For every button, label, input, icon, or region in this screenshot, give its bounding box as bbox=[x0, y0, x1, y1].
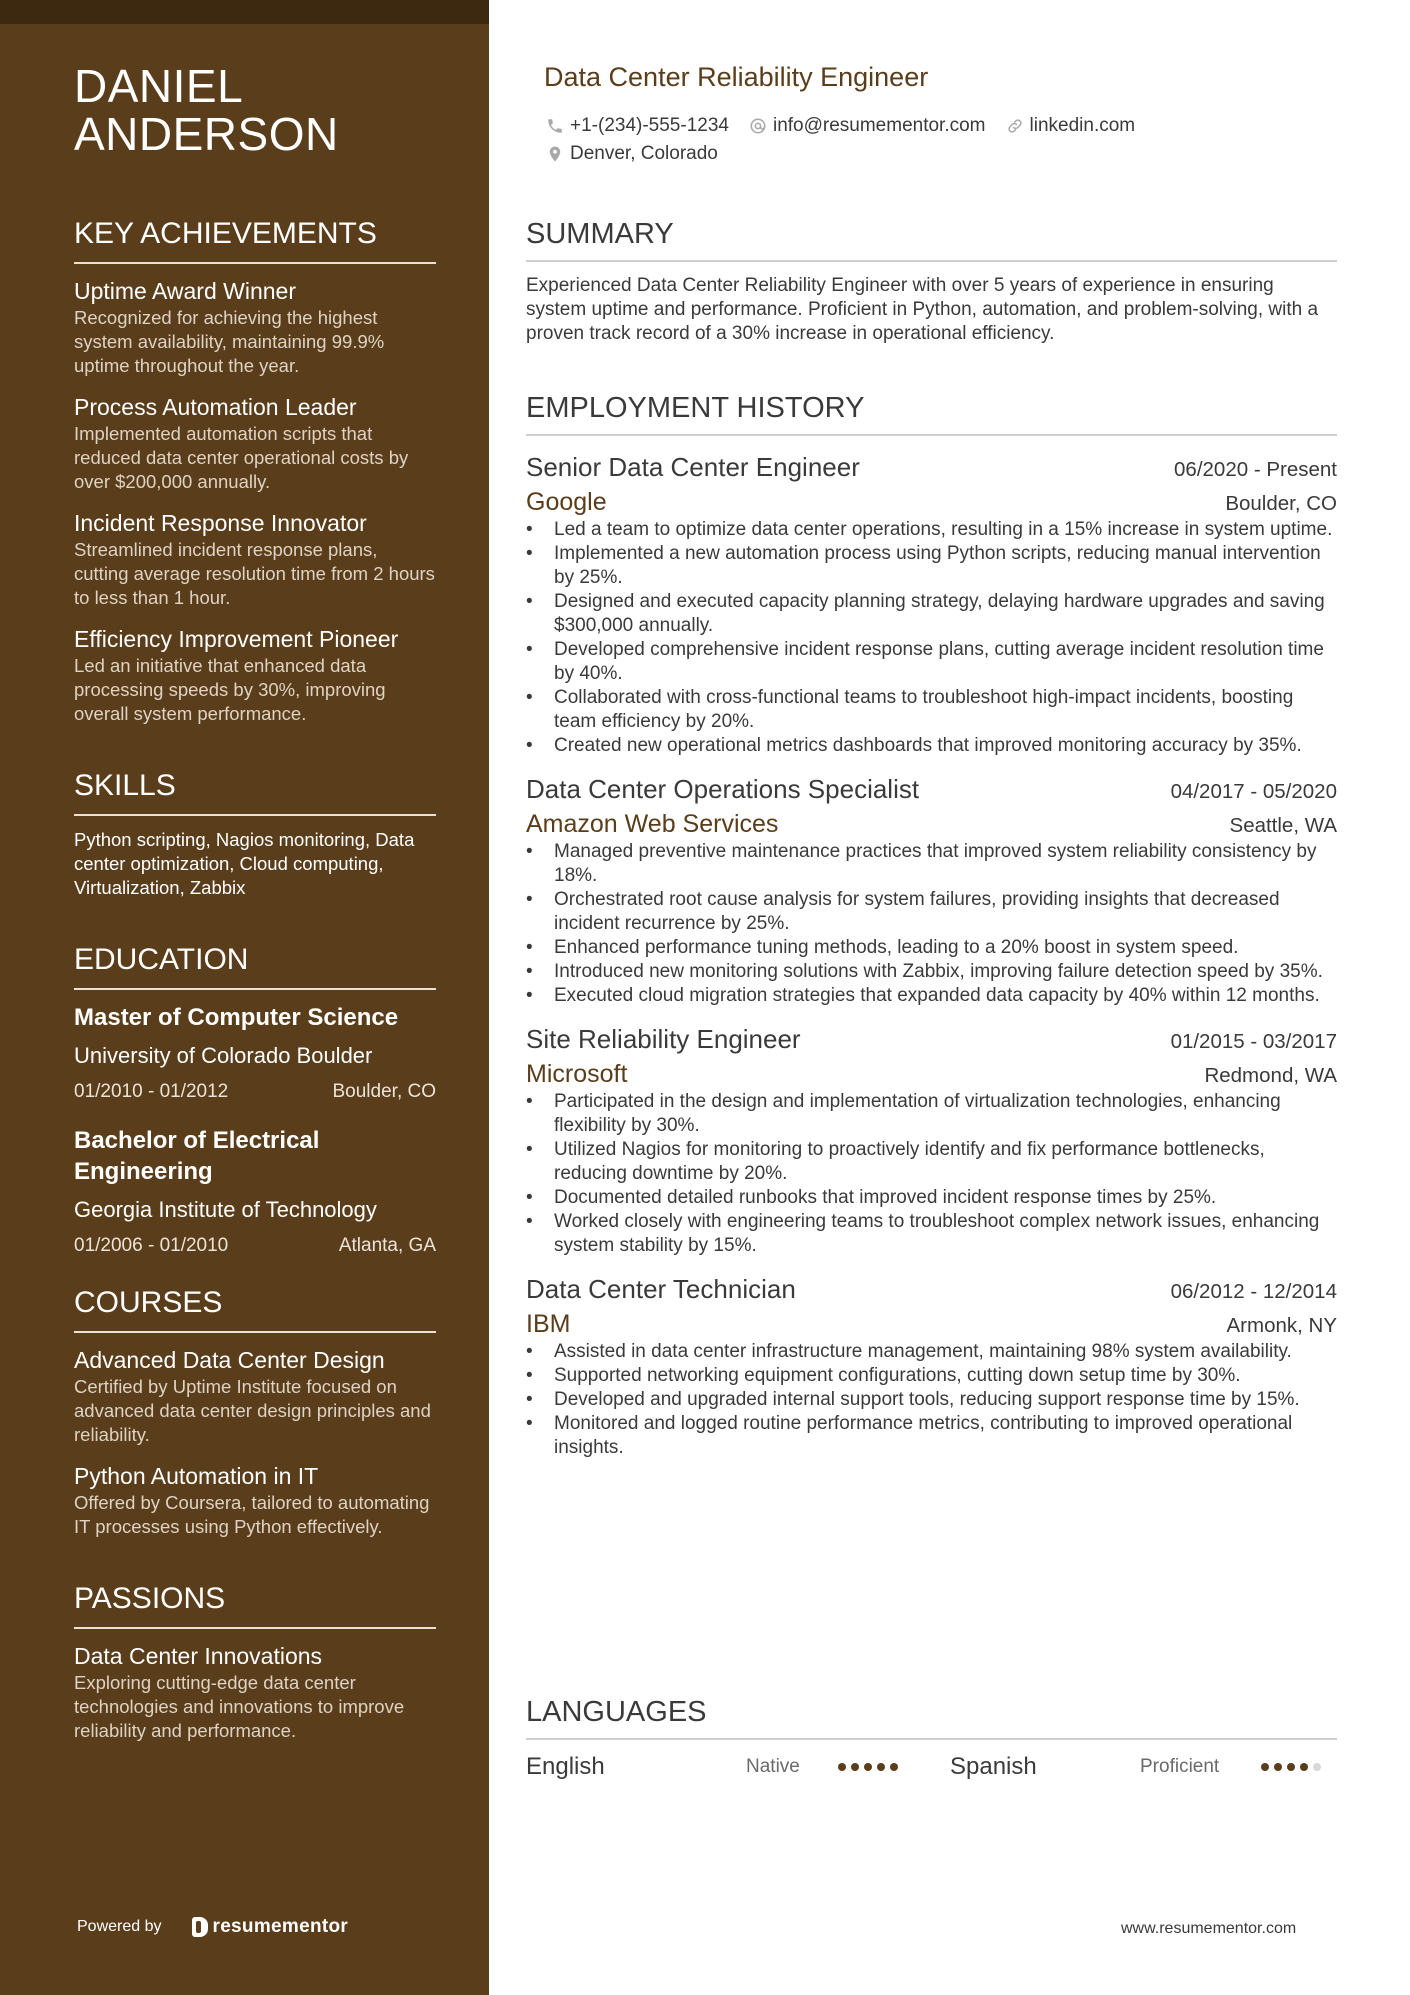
job-location: Redmond, WA bbox=[1204, 1064, 1337, 1087]
sidebar-top-bar bbox=[0, 0, 489, 24]
achievement-desc: Implemented automation scripts that reduced data center operational costs by over $200,000 annually. bbox=[74, 423, 409, 492]
languages-heading: LANGUAGES bbox=[526, 1694, 1337, 1740]
contact-email[interactable] bbox=[749, 115, 986, 137]
powered-by-label: Powered by bbox=[77, 1918, 162, 1935]
summary-text: Experienced Data Center Reliability Engineer with over 5 years of experience in ensuring system uptime and performance. Proficient in Python, automation, and problem-solving, with a proven track record of a 30% increase in operational efficiency. bbox=[526, 275, 1319, 344]
job-dates: 04/2017 - 05/2020 bbox=[1170, 780, 1337, 803]
course-desc: Certified by Uptime Institute focused on advanced data center design principles and reliability. bbox=[74, 1376, 431, 1445]
languages-row bbox=[526, 1752, 1337, 1782]
achievement-desc: Streamlined incident response plans, cutting average resolution time from 2 hours to less than 1 hour. bbox=[74, 539, 435, 608]
location-pin-icon bbox=[546, 145, 564, 163]
job-bullet: • Assisted in data center infrastructure management, maintaining 98% system availability. bbox=[526, 1340, 1337, 1364]
job-bullet: • Designed and executed capacity planning strategy, delaying hardware upgrades and saving $300,000 annually. bbox=[526, 590, 1337, 638]
passion-title: Data Center Innovations bbox=[74, 1643, 323, 1669]
language-level: Native bbox=[746, 1756, 800, 1777]
job-bullet: • Led a team to optimize data center operations, resulting in a 15% increase in system uptime. bbox=[526, 518, 1337, 542]
job-dates: 06/2012 - 12/2014 bbox=[1170, 1280, 1337, 1303]
job-bullet: • Worked closely with engineering teams to troubleshoot complex network issues, enhancing system stability by 15%. bbox=[526, 1210, 1337, 1258]
education-dates: 01/2010 - 01/2012 bbox=[74, 1081, 229, 1102]
name-first: DANIEL bbox=[74, 60, 244, 112]
job-company: Google bbox=[526, 488, 607, 516]
job-bullet: • Collaborated with cross-functional teams to troubleshoot high-impact incidents, boosting team efficiency by 20%. bbox=[526, 686, 1337, 734]
job-location: Armonk, NY bbox=[1226, 1314, 1337, 1337]
job-bullet: • Supported networking equipment configurations, cutting down setup time by 30%. bbox=[526, 1364, 1337, 1388]
language-name: Spanish bbox=[950, 1753, 1037, 1780]
achievement-title: Uptime Award Winner bbox=[74, 278, 296, 304]
rating-dot-filled bbox=[1300, 1763, 1308, 1771]
education-item bbox=[74, 1002, 436, 1105]
language-rating bbox=[1261, 1763, 1321, 1771]
language-level: Proficient bbox=[1140, 1756, 1220, 1777]
sidebar bbox=[0, 0, 489, 1995]
education-degree: Master of Computer Science bbox=[74, 1004, 399, 1031]
job-bullet: • Managed preventive maintenance practices that improved system reliability consistency by 18%. bbox=[526, 840, 1337, 888]
job-entry bbox=[526, 772, 1337, 1008]
languages-section bbox=[526, 1694, 1337, 1782]
job-position: Data Center Technician bbox=[526, 1274, 796, 1304]
linkedin-text: linkedin.com bbox=[1029, 115, 1136, 136]
education-school: University of Colorado Boulder bbox=[74, 1043, 373, 1068]
job-bullet: • Developed comprehensive incident response plans, cutting average incident resolution time by 40%. bbox=[526, 638, 1337, 686]
achievements-heading: KEY ACHIEVEMENTS bbox=[74, 216, 436, 264]
achievement-item bbox=[74, 508, 436, 610]
achievement-item bbox=[74, 276, 436, 378]
brand-name: resumementor bbox=[212, 1916, 349, 1937]
rating-dot-filled bbox=[877, 1763, 885, 1771]
summary-section bbox=[526, 216, 1337, 346]
job-company: Amazon Web Services bbox=[526, 810, 779, 838]
link-icon bbox=[1006, 117, 1024, 135]
rating-dot-filled bbox=[1287, 1763, 1295, 1771]
achievement-item bbox=[74, 392, 436, 494]
rating-dot-empty bbox=[1313, 1763, 1321, 1771]
job-bullet: • Introduced new monitoring solutions with Zabbix, improving failure detection speed by 35%. bbox=[526, 960, 1337, 984]
contact-linkedin[interactable] bbox=[1006, 115, 1136, 137]
phone-text: +1-(234)-555-1234 bbox=[570, 115, 729, 136]
brand-icon bbox=[192, 1917, 208, 1937]
job-company: Microsoft bbox=[526, 1060, 628, 1088]
job-position: Site Reliability Engineer bbox=[526, 1024, 801, 1054]
job-bullet: • Developed and upgraded internal support tools, reducing support response time by 15%. bbox=[526, 1388, 1337, 1412]
sidebar-content bbox=[74, 62, 436, 1757]
job-bullets bbox=[526, 1340, 1337, 1460]
job-entry bbox=[526, 1022, 1337, 1258]
job-bullet: • Executed cloud migration strategies that expanded data capacity by 40% within 12 months. bbox=[526, 984, 1337, 1008]
achievement-desc: Led an initiative that enhanced data processing speeds by 30%, improving overall system performance. bbox=[74, 655, 386, 724]
achievement-desc: Recognized for achieving the highest system availability, maintaining 99.9% uptime throughout the year. bbox=[74, 307, 385, 376]
location-text: Denver, Colorado bbox=[570, 143, 718, 164]
course-item bbox=[74, 1345, 436, 1447]
phone-icon bbox=[546, 117, 564, 135]
passions-section bbox=[74, 1581, 436, 1743]
brand-logo[interactable] bbox=[192, 1916, 349, 1938]
rating-dot-filled bbox=[838, 1763, 846, 1771]
course-title: Advanced Data Center Design bbox=[74, 1347, 385, 1373]
email-text: info@resumementor.com bbox=[772, 115, 986, 136]
job-bullet: • Participated in the design and implementation of virtualization technologies, enhancing flexibility by 30%. bbox=[526, 1090, 1337, 1138]
education-section bbox=[74, 942, 436, 1259]
rating-dot-filled bbox=[890, 1763, 898, 1771]
job-bullet: • Monitored and logged routine performance metrics, contributing to improved operational insights. bbox=[526, 1412, 1337, 1460]
job-entry bbox=[526, 1272, 1337, 1460]
courses-heading: COURSES bbox=[74, 1285, 436, 1333]
rating-dot-filled bbox=[851, 1763, 859, 1771]
skills-section bbox=[74, 768, 436, 900]
education-heading: EDUCATION bbox=[74, 942, 436, 990]
education-dates: 01/2006 - 01/2010 bbox=[74, 1235, 229, 1256]
summary-heading: SUMMARY bbox=[526, 216, 1337, 262]
employment-heading: EMPLOYMENT HISTORY bbox=[526, 390, 1337, 436]
name-last: ANDERSON bbox=[74, 108, 339, 160]
rating-dot-filled bbox=[864, 1763, 872, 1771]
job-dates: 01/2015 - 03/2017 bbox=[1170, 1030, 1337, 1053]
education-location: Atlanta, GA bbox=[338, 1235, 436, 1256]
job-bullet: • Enhanced performance tuning methods, leading to a 20% boost in system speed. bbox=[526, 936, 1337, 960]
education-location: Boulder, CO bbox=[332, 1081, 436, 1102]
achievement-item bbox=[74, 624, 436, 726]
course-item bbox=[74, 1461, 436, 1539]
main-content bbox=[526, 0, 1337, 1995]
education-item bbox=[74, 1125, 436, 1259]
passions-heading: PASSIONS bbox=[74, 1581, 436, 1629]
job-entry bbox=[526, 450, 1337, 758]
at-icon bbox=[749, 117, 767, 135]
language-rating bbox=[838, 1763, 950, 1771]
employment-section bbox=[526, 390, 1337, 1460]
contact-phone[interactable] bbox=[546, 115, 729, 137]
achievement-title: Incident Response Innovator bbox=[74, 510, 367, 536]
achievement-title: Efficiency Improvement Pioneer bbox=[74, 626, 399, 652]
contact-location bbox=[546, 143, 718, 165]
job-bullet: • Orchestrated root cause analysis for system failures, providing insights that decreased incident recurrence by 25%. bbox=[526, 888, 1337, 936]
education-school: Georgia Institute of Technology bbox=[74, 1197, 377, 1222]
rating-dot-filled bbox=[1261, 1763, 1269, 1771]
job-bullets bbox=[526, 518, 1337, 758]
passion-item bbox=[74, 1641, 436, 1743]
skills-heading: SKILLS bbox=[74, 768, 436, 816]
course-desc: Offered by Coursera, tailored to automating IT processes using Python effectively. bbox=[74, 1492, 430, 1537]
contact-block bbox=[546, 112, 1246, 168]
job-bullet: • Documented detailed runbooks that improved incident response times by 25%. bbox=[526, 1186, 1337, 1210]
job-dates: 06/2020 - Present bbox=[1174, 458, 1337, 481]
job-position: Senior Data Center Engineer bbox=[526, 452, 860, 482]
headline: Data Center Reliability Engineer bbox=[544, 62, 929, 92]
language-name: English bbox=[526, 1753, 605, 1780]
job-bullet: • Utilized Nagios for monitoring to proactively identify and fix performance bottlenecks, reducing downtime by 20%. bbox=[526, 1138, 1337, 1186]
course-title: Python Automation in IT bbox=[74, 1463, 319, 1489]
job-location: Seattle, WA bbox=[1229, 814, 1337, 837]
achievement-title: Process Automation Leader bbox=[74, 394, 357, 420]
job-position: Data Center Operations Specialist bbox=[526, 774, 920, 804]
job-bullet: • Implemented a new automation process using Python scripts, reducing manual intervention by 25%. bbox=[526, 542, 1337, 590]
education-degree: Bachelor of Electrical Engineering bbox=[74, 1127, 320, 1185]
job-location: Boulder, CO bbox=[1225, 492, 1337, 515]
job-bullets bbox=[526, 840, 1337, 1008]
skills-list: Python scripting, Nagios monitoring, Data center optimization, Cloud computing, Virtualization, Zabbix bbox=[74, 829, 415, 898]
rating-dot-filled bbox=[1274, 1763, 1282, 1771]
courses-section bbox=[74, 1285, 436, 1539]
passion-desc: Exploring cutting-edge data center technologies and innovations to improve reliability and performance. bbox=[74, 1672, 405, 1741]
candidate-name bbox=[74, 62, 436, 158]
job-bullets bbox=[526, 1090, 1337, 1258]
powered-by bbox=[77, 1916, 348, 1938]
footer-url[interactable]: www.resumementor.com bbox=[1121, 1920, 1297, 1937]
job-bullet: • Created new operational metrics dashboards that improved monitoring accuracy by 35%. bbox=[526, 734, 1337, 758]
achievements-section bbox=[74, 216, 436, 726]
job-company: IBM bbox=[526, 1310, 571, 1338]
